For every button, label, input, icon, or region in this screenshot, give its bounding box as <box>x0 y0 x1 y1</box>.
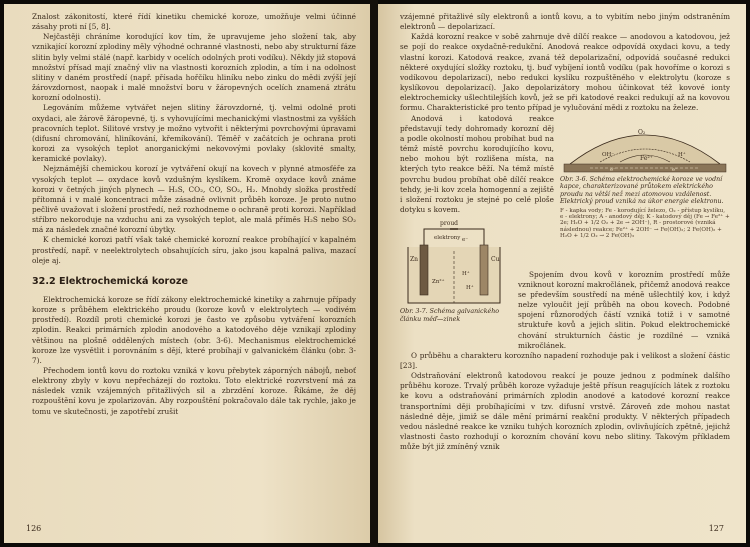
paragraph: Přechodem iontů kovu do roztoku vzniká v kovu přebytek záporných nábojů, neboť elektrony zbyly v kovu nepřecházejí do roztoku. Toto elektrické rozvrstvení má za následek vznik vzájemných přitažlivých sil a zbrzdění koroze. Říkáme, že děj rozpouštění kovu je zpolarizován. Aby rozpouštění pokračovalo dále tak rychle, jako je tomu ve skutečnosti, je zapotřebí zrušit <box>32 366 356 416</box>
paragraph: Každá korozní reakce v sobě zahrnuje dvě dílčí reakce — anodovou a katodovou, jež se pojí do reakce oxydačně-redukční. Anodová reakce odpovídá oxydaci kovu, a tedy vlastní korozi. Katodová reakce, zvaná též depolarizační, odpovídá současné redukci některé oxydující složky roztoku, tj. buď vybíjení iontů vodíku (pak hovoříme o korozi s vodíkovou depolarizací), nebo redukci kyslíku rozpuštěného v elektrolytu (koroze s kyslíkovou depolarizací). Jako depolarizátory mohou účinkovat též kovové ionty elektrochemicky ušlechtilejších kovů, jež se při katodové reakci redukují až na kovovou formu. Charakteristické pro tento případ je vylučování mědi z roztoku na železe. <box>400 32 730 113</box>
fig-label: H⁺ <box>466 285 474 292</box>
paragraph: Spojením dvou kovů v korozním prostředí může vzniknout korozní makročlánek, přičemž anodová reakce se především soustředí na méně ušlechtilý kov, i když nelze vyloučit její průběh na obou kovech. Podobné spojení různorodých částí vzniká totiž i v samotné struktuře kovů a jejich slitin. Pokud elektrochemické chování strukturních částic je rozdílné — vzniká mikročlánek. <box>518 269 730 350</box>
fig-label: elektrony <box>434 235 461 242</box>
paragraph: Odstraňování elektronů katodovou reakcí je pouze jednou z podmínek dalšího průběhu koroze. Trvalý průběh koroze vyžaduje ještě přísun reagujících látek z roztoku ke kovu a odstraňování primárních zplodin anodové a katodové korozní reakce transportními ději probíhajícími v tzv. difusní vrstvě. Zároveň zde mohou nastat následné děje, jimiž se dále mění primární reakční produkty. V některých případech vedou následné reakce ke vzniku tuhých korozních zplodin, ovlivňujících zpětně, jejichž vlastnosti často rozhodují o korozním chování kovu nebo slitiny. Takovým příkladem může být již zmíněný vznik <box>400 371 730 452</box>
water-drop-corrosion-diagram <box>560 116 730 174</box>
fig-label: e⁻ <box>462 237 469 244</box>
right-page <box>378 4 746 543</box>
figure-3-7 <box>400 217 510 345</box>
fig-label: proud <box>440 220 459 228</box>
page-number: 126 <box>26 524 42 533</box>
fig-label: Zn²⁺ <box>432 279 445 286</box>
figure-caption: Obr. 3-7. Schéma galvanického článku měď—zinek <box>400 308 500 323</box>
fig-label: Cu <box>491 256 500 264</box>
paragraph: K chemické korozi patří však také chemické korozní reakce probíhající v kapalném prostředí, např. v neelektrolytech obsahujících síru, jako jsou kapalná paliva, mazací oleje aj. <box>32 235 356 265</box>
figure-3-6 <box>560 116 730 266</box>
paragraph: vzájemné přitažlivé síly elektronů a iontů kovu, a to vybitím nebo jiným odstraněním elektronů — depolarizací. <box>400 12 730 32</box>
section-heading: 32.2 Elektrochemická koroze <box>32 275 188 287</box>
paragraph: Anodová i katodová reakce představují tedy dohromady korozní děj a podle okolností mohou probíhat bud na témž místě povrchu korodujícího kovu, nebo mohou být rozlišena místa, na kterých tyto reakce běží. Na témž místě povrchu budou probíhat obě dílčí reakce tehdy, je-li kov zcela homogenní a zejiště i složení roztoku je stejné po celé ploše dotyku s kovem. <box>400 113 554 214</box>
paragraph: Elektrochemická koroze se řídí zákony elektrochemické kinetiky a zahrnuje případy koroze s průběhem elektrického proudu (koroze kovů v elektrolytech — vodivém prostředí). Rozdíl proti chemické korozi je často ve způsobu vytváření korozních zplodin. Reakci primárních zplodin anodového a katodového děje vznikají zplodiny většinou na plošně oddělených místech (obr. 3-6). Mechanismus elektrochemické koroze lze vysvětlit i porovnáním s dějí, které probíhají v galvanickém článku (obr. 3-7). <box>32 294 356 365</box>
left-page <box>4 4 370 543</box>
figure-legend: F - kapka vody; Fe - korodující železo, O₂ - přístup kyslíku, e - elektrony; A - anodový děj; K - katodový děj (Fe → Fe²⁺ + 2e; H₂O + 1/2 O₂ + 2e → 2OH⁻), R - prostorové (vzniká následnou) reakce; Fe²⁺ + 2OH⁻ → Fe(OH)₂; 2 Fe(OH)₂ + H₂O + 1/2 O₂ → 2 Fe(OH)₃ <box>560 207 730 240</box>
paragraph: O průběhu a charakteru korozního napadení rozhoduje pak i velikost a složení částic [23]. <box>400 350 730 370</box>
fig-label: H⁺ <box>462 271 470 278</box>
fig-label: OH⁻ <box>602 151 615 158</box>
galvanic-cell-diagram <box>400 217 508 307</box>
fig-label: Zn <box>410 256 419 264</box>
fig-label: Fe²⁺ <box>640 154 653 162</box>
fig-label: H⁺ <box>678 151 686 158</box>
paragraph: Nejčastěji chráníme korodující kov tím, že upravujeme jeho složení tak, aby vznikající korozní zplodiny měly výhodné ochranné vlastnosti, nebo aby strukturní fáze slitin byly velmi stálé (např. karbidy v ocelích odolných proti vodíku). Někdy již stopová množství přísad mají značný vliv na vlastnosti korozních zplodin, a tím i na odolnost slitiny v daném prostředí (např. přísada hořčíku hliníku nebo zinku do mědi zvýší její žárovzdornost, naopak i malé množství boru v žáropevných ocelích znamená ztrátu korozní odolnosti). <box>32 32 356 103</box>
figure-caption: Obr. 3-6. Schéma elektrochemické koroze ve vodní kapce, charakterizované průtokem elektrického proudu na větší než mezi atomovou vzdálenost. Elektrický proud vzniká na úkor energie elektronu. <box>560 175 724 206</box>
paragraph: Znalost zákonitostí, které řídí kinetiku chemické koroze, umožňuje velmi účinné zásahy proti ní [5, 8]. <box>32 12 356 32</box>
fig-label: e⁻ <box>672 166 678 173</box>
fig-label: e⁻ <box>610 166 616 173</box>
page-number: 127 <box>708 524 724 533</box>
book-gutter <box>370 0 378 547</box>
paragraph: Legováním můžeme vytvářet nejen slitiny žárovzdorné, tj. velmi odolné proti oxydaci, ale žárově žáropevné, tj. s vyhovujícími mechanickými vlastnostmi za vyšších pracovních teplot. Silitové vrstvy je možno vytvořit i některými povrchovými úpravami (difusní chromování, hliníkování, křemíkování). Téměř v začátcích je ochrana proti korozi za vysokých teplot anorganickými nekovovými povlaky (sklovité smalty, keramické povlaky). <box>32 103 356 164</box>
fig-label: O₂ <box>638 128 646 136</box>
paragraph: Nejznámější chemickou korozí je vytváření okují na kovech v plynné atmosféře za vysokých teplot — oxydace kovů vzdušným kyslíkem. Kromě oxydace kovů známe korozi v četných jiných plynech — H₂S, CO₂, CO, SO₂, H₂. Mnohdy složka prostředí přítomná i v malé koncentraci může zásadně ovlivnit průběh koroze. Je proto nutno pečlivě uvažovat i složení prostředí, než rozhodneme o ochraně proti korozi. Například stříbro nekoroduje na vzduchu ani za vysokých teplot, ale malá příměs H₂S nebo SO₂ má za následek značné korozní úbytky. <box>32 164 356 235</box>
